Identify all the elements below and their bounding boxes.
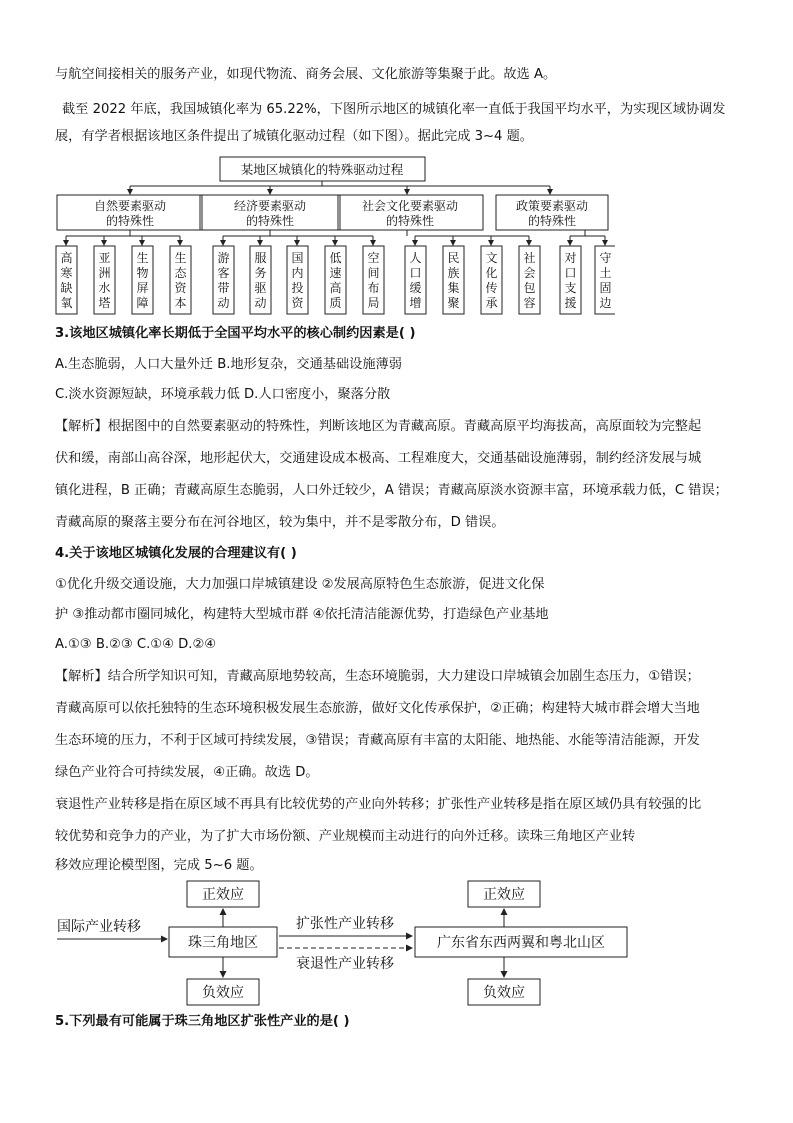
- analysis-3-line-2: 伏和缓，南部山高谷深，地形起伏大，交通建设成本极高、工程难度大，交通基础设施薄弱，制约经济发展与城: [55, 451, 702, 466]
- analysis-4-line-4: 绿色产业符合可持续发展，④正确。故选 D。: [55, 765, 319, 780]
- group2-label-1: 经济要素驱动: [233, 199, 307, 213]
- analysis-3-line-4: 青藏高原的聚落主要分布在河谷地区，较为集中，并不是零散分布，D 错误。: [55, 515, 505, 530]
- urbanization-drive-diagram: [55, 152, 615, 317]
- diagram1-item-2-0: 人口缓增: [409, 251, 422, 310]
- group4-label-2: 的特殊性: [527, 214, 577, 228]
- diagram1-item-2-1: 民族集聚: [447, 251, 460, 310]
- analysis-4-line-1: 【解析】结合所学知识可知，青藏高原地势较高，生态环境脆弱，大力建设口岸城镇会加剧生态压力，①错误；: [55, 669, 700, 684]
- question-3-options-ab: A.生态脆弱，人口大量外迁 B.地形复杂，交通基础设施薄弱: [55, 357, 402, 372]
- diagram1-item-2-3: 社会包容: [523, 251, 536, 310]
- group1-label-2: 的特殊性: [105, 214, 155, 228]
- question-5: 5.下列最有可能属于珠三角地区扩张性产业的是( ): [55, 1014, 350, 1029]
- expansion-transfer-label: 扩张性产业转移: [296, 916, 394, 932]
- intl-transfer-label: 国际产业转移: [57, 919, 141, 935]
- question-4-options-1: ①优化升级交通设施，大力加强口岸城镇建设 ②发展高原特色生态旅游，促进文化保: [55, 577, 545, 592]
- diagram1-item-0-0: 高寒缺氧: [60, 251, 73, 310]
- intro-line-2: 截至 2022 年底，我国城镇化率为 65.22%，下图所示地区的城镇化率一直低于我国平均水平，为实现区域协调发: [62, 102, 726, 117]
- diagram1-title: 某地区城镇化的特殊驱动过程: [240, 162, 404, 177]
- decline-transfer-label: 衰退性产业转移: [296, 956, 394, 972]
- group1-label-1: 自然要素驱动: [93, 199, 167, 213]
- diagram1-item-2-2: 文化传承: [485, 251, 498, 310]
- analysis-3-line-1: 【解析】根据图中的自然要素驱动的特殊性，判断该地区为青藏高原。青藏高原平均海拔高，高原面较为完整起: [55, 419, 702, 434]
- group3-label-2: 的特殊性: [385, 214, 435, 228]
- gd-region-label: 广东省东西两翼和粤北山区: [437, 935, 605, 951]
- intro-line-3: 展，有学者根据该地区条件提出了城镇化驱动过程（如下图）。据此完成 3~4 题。: [55, 129, 533, 144]
- group4-label-1: 政策要素驱动: [515, 199, 589, 213]
- question-3: 3.该地区城镇化率长期低于全国平均水平的核心制约因素是( ): [55, 326, 416, 341]
- analysis-3-line-3: 镇化进程，B 正确；青藏高原生态脆弱，人口外迁较少，A 错误；青藏高原淡水资源丰富，环境承载力低，C 错误；: [55, 483, 728, 498]
- diagram1-item-3-1: 守土固边: [599, 251, 612, 310]
- diagram1-item-1-3: 低速高质: [329, 251, 342, 310]
- para-5-line-2: 较优势和竞争力的产业，为了扩大市场份额、产业规模而主动进行的向外迁移。读珠三角地区产业转: [55, 829, 636, 844]
- diagram1-item-0-2: 生物屏障: [136, 251, 149, 310]
- prd-negative-effect: 负效应: [202, 985, 244, 1001]
- question-3-options-cd: C.淡水资源短缺，环境承载力低 D.人口密度小，聚落分散: [55, 387, 391, 402]
- diagram1-item-1-4: 空间布局: [367, 251, 380, 310]
- diagram1-item-1-1: 服务驱动: [254, 251, 267, 310]
- diagram1-item-0-3: 生态资本: [174, 251, 187, 310]
- gd-positive-effect: 正效应: [483, 887, 525, 903]
- analysis-4-line-2: 青藏高原可以依托独特的生态环境积极发展生态旅游，做好文化传承保护，②正确；构建特大城市群会增大当地: [55, 701, 700, 716]
- group3-label-1: 社会文化要素驱动: [361, 199, 459, 213]
- question-4-options-2: 护 ③推动都市圈同城化，构建特大型城市群 ④依托清洁能源优势，打造绿色产业基地: [55, 607, 549, 622]
- para-5-line-1: 衰退性产业转移是指在原区域不再具有比较优势的产业向外转移；扩张性产业转移是指在原区域仍具有较强的比: [55, 797, 702, 812]
- question-4-choices: A.①③ B.②③ C.①④ D.②④: [55, 637, 217, 652]
- diagram1-item-3-0: 对口支援: [564, 251, 577, 310]
- prd-positive-effect: 正效应: [202, 887, 244, 903]
- diagram1-item-1-0: 游客带动: [217, 251, 230, 310]
- diagram1-item-0-1: 亚洲水塔: [98, 251, 111, 310]
- industry-transfer-diagram: [55, 878, 635, 1006]
- intro-line-1: 与航空间接相关的服务产业，如现代物流、商务会展、文化旅游等集聚于此。故选 A。: [55, 67, 557, 82]
- group2-label-2: 的特殊性: [245, 214, 295, 228]
- question-4: 4.关于该地区城镇化发展的合理建议有( ): [55, 546, 297, 561]
- para-5-line-3: 移效应理论模型图，完成 5~6 题。: [55, 858, 263, 873]
- prd-region-label: 珠三角地区: [188, 935, 258, 951]
- gd-negative-effect: 负效应: [483, 985, 525, 1001]
- analysis-4-line-3: 生态环境的压力，不利于区域可持续发展，③错误；青藏高原有丰富的太阳能、地热能、水能等清洁能源，开发: [55, 733, 700, 748]
- diagram1-item-1-2: 国内投资: [291, 251, 304, 310]
